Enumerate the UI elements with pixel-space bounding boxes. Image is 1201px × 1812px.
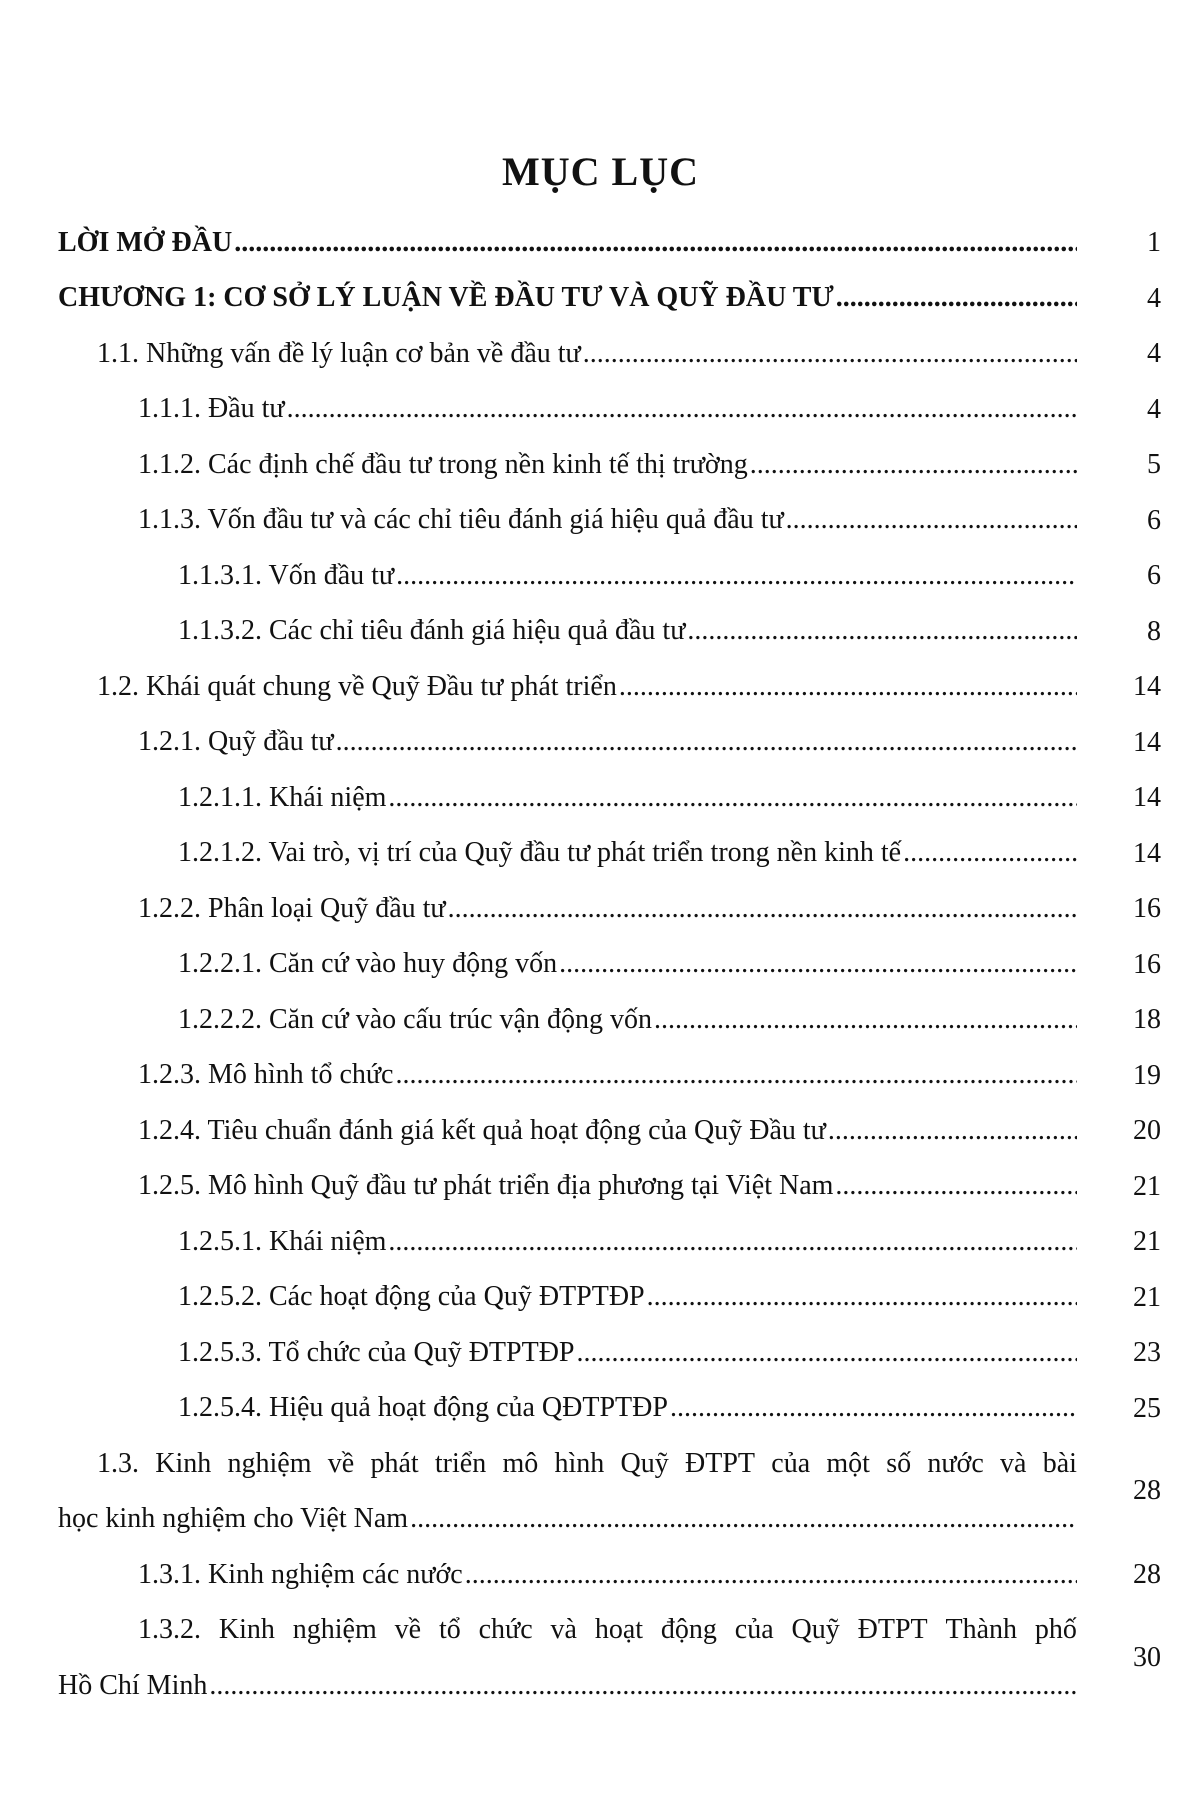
toc-entry-1-2-2[interactable]: [0, 881, 1201, 937]
toc-page-number: 1: [1147, 227, 1161, 258]
dot-leader: [336, 726, 1077, 758]
toc-word: ĐTPT: [685, 1447, 756, 1479]
toc-page-number: 14: [1133, 726, 1161, 758]
table-of-contents: [0, 215, 1201, 1714]
toc-entry-1-2-2-1[interactable]: [0, 937, 1201, 993]
toc-entry-1-1-1[interactable]: [0, 382, 1201, 438]
toc-entry-1-2-5-1[interactable]: [0, 1214, 1201, 1270]
dot-leader: [465, 1559, 1077, 1591]
toc-word: chức: [478, 1614, 533, 1646]
toc-word: triển: [434, 1447, 487, 1479]
toc-word: 1.3.2.: [138, 1614, 201, 1646]
dot-leader: [786, 504, 1077, 536]
toc-entry-1-3[interactable]: [0, 1436, 1201, 1547]
toc-entry-line1: [97, 1436, 1077, 1492]
dot-leader: [209, 1670, 1077, 1702]
toc-word: của: [771, 1447, 811, 1479]
toc-page-number: 23: [1133, 1337, 1161, 1368]
toc-page-number: 19: [1133, 1059, 1161, 1091]
dot-leader: [410, 1503, 1077, 1535]
toc-entry-intro[interactable]: [0, 215, 1201, 271]
toc-entry-label: LỜI MỞ ĐẦU: [58, 226, 233, 258]
page-title: MỤC LỤC: [502, 149, 699, 194]
toc-entry-line1: [138, 1603, 1077, 1659]
toc-entry-line2: [58, 1658, 1077, 1714]
dot-leader: [654, 1004, 1077, 1036]
dot-leader: [396, 560, 1077, 592]
toc-page-number: 4: [1147, 282, 1161, 314]
dot-leader: [448, 893, 1077, 925]
toc-word: số: [886, 1447, 912, 1479]
dot-leader: [396, 1059, 1078, 1091]
toc-page-number: 16: [1133, 893, 1161, 924]
toc-word: của: [734, 1614, 774, 1646]
dot-leader: [836, 282, 1077, 314]
toc-word: hoạt: [594, 1614, 644, 1646]
toc-word: hình: [554, 1447, 605, 1479]
toc-word: Kinh: [218, 1614, 275, 1646]
toc-entry-label: 1.2.2.2. Căn cứ vào cấu trúc vận động vốn: [178, 1003, 652, 1035]
toc-entry-label: 1.2.1. Quỹ đầu tư: [138, 726, 334, 758]
toc-entry-label: 1.1.3.1. Vốn đầu tư: [178, 559, 395, 591]
toc-entry-1-1-3-2[interactable]: [0, 604, 1201, 660]
toc-page-number: 4: [1147, 338, 1161, 369]
toc-word: Kinh: [155, 1447, 212, 1479]
toc-entry-label: 1.2.1.1. Khái niệm: [178, 781, 387, 813]
toc-page-number: 25: [1133, 1392, 1161, 1424]
toc-word: Quỹ: [791, 1614, 840, 1646]
toc-entry-1-2-5[interactable]: [0, 1159, 1201, 1215]
toc-entry-label: 1.2.2. Phân loại Quỹ đầu tư: [138, 892, 446, 924]
toc-entry-label: 1.2.5.2. Các hoạt động của Quỹ ĐTPTĐP: [178, 1281, 645, 1313]
toc-entry-label: 1.1.3. Vốn đầu tư và các chỉ tiêu đánh giá hiệu quả đầu tư: [138, 504, 784, 536]
dot-leader: [670, 1392, 1077, 1424]
toc-page-number: 4: [1147, 393, 1161, 425]
toc-entry-1-1-3[interactable]: [0, 493, 1201, 549]
toc-page-number: 18: [1133, 1004, 1161, 1035]
toc-entry-1-2-5-2[interactable]: [0, 1270, 1201, 1326]
dot-leader: [388, 1226, 1077, 1258]
toc-entry-1-1-2[interactable]: [0, 437, 1201, 493]
toc-entry-1-2[interactable]: [0, 659, 1201, 715]
toc-entry-label: 1.2.5.4. Hiệu quả hoạt động của QĐTPTĐP: [178, 1392, 668, 1424]
toc-word: về: [394, 1614, 422, 1646]
toc-page-number: 6: [1147, 504, 1161, 536]
toc-entry-1-2-1-1[interactable]: [0, 770, 1201, 826]
toc-entry-label: 1.2.1.2. Vai trò, vị trí của Quỹ đầu tư phát triển trong nền kinh tế: [178, 837, 902, 869]
toc-word: ĐTPT: [857, 1614, 928, 1646]
dot-leader: [835, 1170, 1077, 1202]
toc-page-number: 28: [1133, 1559, 1161, 1590]
toc-entry-1-3-1[interactable]: [0, 1547, 1201, 1603]
toc-word: Quỹ: [620, 1447, 669, 1479]
toc-entry-label: 1.1.3.2. Các chỉ tiêu đánh giá hiệu quả đầu tư: [178, 615, 686, 647]
toc-entry-label: 1.2.5.3. Tổ chức của Quỹ ĐTPTĐP: [178, 1336, 575, 1368]
toc-word: 1.3.: [97, 1447, 139, 1479]
toc-entry-label: 1.2. Khái quát chung về Quỹ Đầu tư phát triển: [97, 670, 617, 702]
toc-page-number: 21: [1133, 1170, 1161, 1202]
toc-word: về: [327, 1447, 355, 1479]
toc-page-number: 5: [1147, 449, 1161, 480]
toc-page-number: 8: [1147, 615, 1161, 647]
toc-entry-line2: [58, 1492, 1077, 1548]
dot-leader: [619, 671, 1077, 703]
toc-page-number: 14: [1133, 671, 1161, 702]
toc-entry-label: 1.2.3. Mô hình tổ chức: [138, 1059, 394, 1091]
toc-entry-chapter-1[interactable]: [0, 271, 1201, 327]
toc-word: nghiệm: [227, 1447, 312, 1479]
toc-entry-label: CHƯƠNG 1: CƠ SỞ LÝ LUẬN VỀ ĐẦU TƯ VÀ QUỸ ĐẦU TƯ: [58, 282, 834, 314]
toc-entry-label: Hồ Chí Minh: [58, 1669, 208, 1701]
toc-entry-label: 1.3.1. Kinh nghiệm các nước: [138, 1558, 463, 1590]
dot-leader: [577, 1337, 1078, 1369]
dot-leader: [583, 338, 1077, 370]
toc-word: mô: [502, 1447, 539, 1479]
dot-leader: [287, 393, 1077, 425]
toc-page-number: 28: [1133, 1475, 1161, 1506]
toc-page-number: 30: [1133, 1641, 1161, 1673]
toc-entry-label: 1.2.5. Mô hình Quỹ đầu tư phát triển địa phương tại Việt Nam: [138, 1170, 834, 1202]
toc-word: và: [1000, 1447, 1027, 1479]
toc-page-number: 14: [1133, 782, 1161, 813]
toc-entry-1-2-5-4[interactable]: [0, 1381, 1201, 1437]
toc-entry-1-2-1[interactable]: [0, 715, 1201, 771]
toc-page-number: 6: [1147, 560, 1161, 591]
toc-word: tổ: [438, 1614, 461, 1646]
dot-leader: [234, 227, 1077, 259]
toc-page-number: 21: [1133, 1281, 1161, 1313]
dot-leader: [647, 1281, 1077, 1313]
toc-page-number: 21: [1133, 1226, 1161, 1257]
toc-entry-1-2-5-3[interactable]: [0, 1325, 1201, 1381]
toc-word: phố: [1034, 1614, 1077, 1646]
toc-entry-label: 1.2.2.1. Căn cứ vào huy động vốn: [178, 948, 558, 980]
dot-leader: [687, 615, 1077, 647]
toc-page-number: 16: [1133, 948, 1161, 980]
toc-entry-1-2-1-2[interactable]: [0, 826, 1201, 882]
dot-leader: [559, 948, 1077, 980]
toc-entry-1-2-4[interactable]: [0, 1103, 1201, 1159]
toc-entry-1-2-2-2[interactable]: [0, 992, 1201, 1048]
toc-entry-label: 1.1. Những vấn đề lý luận cơ bản về đầu tư: [97, 337, 581, 369]
dot-leader: [750, 449, 1077, 481]
toc-entry-1-2-3[interactable]: [0, 1048, 1201, 1104]
dot-leader: [903, 837, 1077, 869]
toc-entry-label: 1.2.4. Tiêu chuẩn đánh giá kết quả hoạt động của Quỹ Đầu tư: [138, 1114, 826, 1146]
toc-page-number: 20: [1133, 1115, 1161, 1146]
dot-leader: [388, 782, 1077, 814]
toc-word: nghiệm: [292, 1614, 377, 1646]
toc-word: động: [660, 1614, 717, 1646]
toc-entry-label: 1.1.2. Các định chế đầu tư trong nền kinh tế thị trường: [138, 448, 748, 480]
toc-entry-label: học kinh nghiệm cho Việt Nam: [58, 1503, 409, 1535]
toc-entry-1-1-3-1[interactable]: [0, 548, 1201, 604]
toc-entry-1-3-2[interactable]: [0, 1603, 1201, 1714]
toc-word: bài: [1042, 1447, 1077, 1479]
dot-leader: [828, 1115, 1077, 1147]
toc-word: và: [550, 1614, 577, 1646]
toc-entry-label: 1.2.5.1. Khái niệm: [178, 1225, 387, 1257]
toc-word: Thành: [945, 1614, 1018, 1646]
toc-entry-1-1[interactable]: [0, 326, 1201, 382]
toc-word: phát: [370, 1447, 419, 1479]
toc-word: một: [826, 1447, 870, 1479]
toc-word: nước: [927, 1447, 984, 1479]
toc-entry-label: 1.1.1. Đầu tư: [138, 393, 285, 425]
toc-page-number: 14: [1133, 837, 1161, 869]
